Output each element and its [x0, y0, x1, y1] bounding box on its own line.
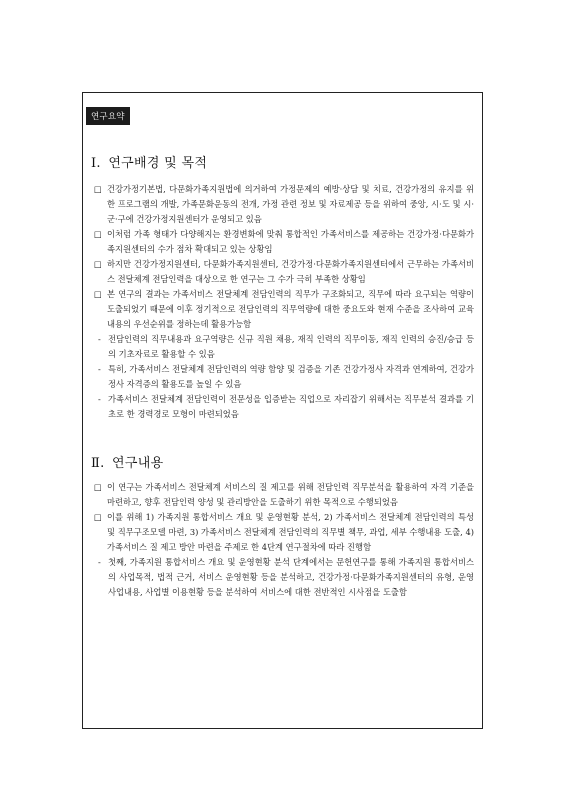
section-title-text: 연구배경 및 목적	[108, 156, 208, 171]
section-number: Ⅱ.	[91, 456, 105, 471]
dash-icon: -	[98, 394, 101, 404]
item-text: 이처럼 가족 형태가 다양해지는 환경변화에 맞춰 통합적인 가족서비스를 제공하는 건강가정·다문화가족지원센터의 수가 점차 확대되고 있는 상황임	[107, 229, 474, 254]
item-text: 본 연구의 결과는 가족서비스 전달체계 전담인력의 직무가 구조화되고, 직무에 따라 요구되는 역량이 도출되었기 때문에 이후 정기적으로 전담인력의 직무역량에 대한 중요도와 현재 수준을 조사하여 교육내용의 우선순위를 정하는데 활용가능함	[107, 289, 474, 329]
item-text: 건강가정기본법, 다문화가족지원법에 의거하여 가정문제의 예방·상담 및 치료, 건강가정의 유지를 위한 프로그램의 개발, 가족문화운동의 전개, 가정 관련 정보 및 자료제공 등을 위하여 중앙, 시·도 및 시·군·구에 건강가정지원센터가 운영되고 있음	[107, 184, 474, 224]
list-item	[94, 510, 474, 555]
item-text: 첫째, 가족지원 통합서비스 개요 및 운영현황 분석 단계에서는 문헌연구를 통해 가족지원 통합서비스의 사업목적, 법적 근거, 서비스 운영현황 등을 분석하고, 건강가정·다문화가족지원센터의 유형, 운영사업내용, 사업별 이용현황 등을 분석하여 서비스에 대한 전반적인 시사점을 도출함	[108, 557, 474, 597]
item-text: 하지만 건강가정지원센터, 다문화가족지원센터, 건강가정·다문화가족지원센터에서 근무하는 가족서비스 전달체계 전담인력을 대상으로 한 연구는 그 수가 극히 부족한 상황임	[107, 259, 474, 284]
list-item	[94, 257, 474, 287]
list-item	[94, 287, 474, 332]
checkbox-icon: □	[94, 184, 102, 194]
section-body-2	[94, 480, 474, 600]
checkbox-icon: □	[94, 482, 102, 492]
item-text: 이 연구는 가족서비스 전달체계 서비스의 질 제고를 위해 전담인력 직무분석을 활용하여 자격 기준을 마련하고, 향후 전담인력 양성 및 관리방안을 도출하기 위한 목적으로 수행되었음	[107, 482, 474, 507]
dash-icon: -	[98, 334, 101, 344]
section-heading-2	[91, 452, 163, 471]
item-text: 특히, 가족서비스 전달체계 전담인력의 역량 함양 및 검증을 기존 건강가정사 자격과 연계하여, 건강가정사 자격증의 활용도를 높일 수 있음	[108, 364, 474, 389]
sub-item	[94, 362, 474, 392]
list-item	[94, 182, 474, 227]
list-item	[94, 227, 474, 257]
dash-icon: -	[98, 557, 101, 567]
item-text: 전담인력의 직무내용과 요구역량은 신규 직원 채용, 재직 인력의 직무이동, 재직 인력의 승진/승급 등의 기초자료로 활용할 수 있음	[108, 334, 474, 359]
dash-icon: -	[98, 364, 101, 374]
list-item	[94, 480, 474, 510]
section-heading-1	[91, 152, 207, 171]
checkbox-icon: □	[94, 289, 102, 299]
sub-item	[94, 555, 474, 600]
section-number: Ⅰ.	[91, 156, 101, 171]
sub-item	[94, 332, 474, 362]
item-text: 이를 위해 1) 가족지원 통합서비스 개요 및 운영현황 분석, 2) 가족서비스 전달체계 전담인력의 특성 및 직무구조모델 마련, 3) 가족서비스 전달체계 전담인력의 직무별 책무, 과업, 세부 수행내용 도출, 4) 가족서비스 질 제고 방안 마련을 주제로 한 4단계 연구절차에 따라 진행함	[107, 512, 474, 552]
checkbox-icon: □	[94, 229, 102, 239]
checkbox-icon: □	[94, 512, 102, 522]
section-body-1	[94, 182, 474, 422]
item-text: 가족서비스 전달체계 전담인력이 전문성을 입증받는 직업으로 자리잡기 위해서는 직무분석 결과를 기초로 한 경력경로 모형이 마련되었음	[108, 394, 474, 419]
section-title-text: 연구내용	[112, 456, 164, 471]
section-label: 연구요약	[86, 107, 130, 125]
checkbox-icon: □	[94, 259, 102, 269]
sub-item	[94, 392, 474, 422]
